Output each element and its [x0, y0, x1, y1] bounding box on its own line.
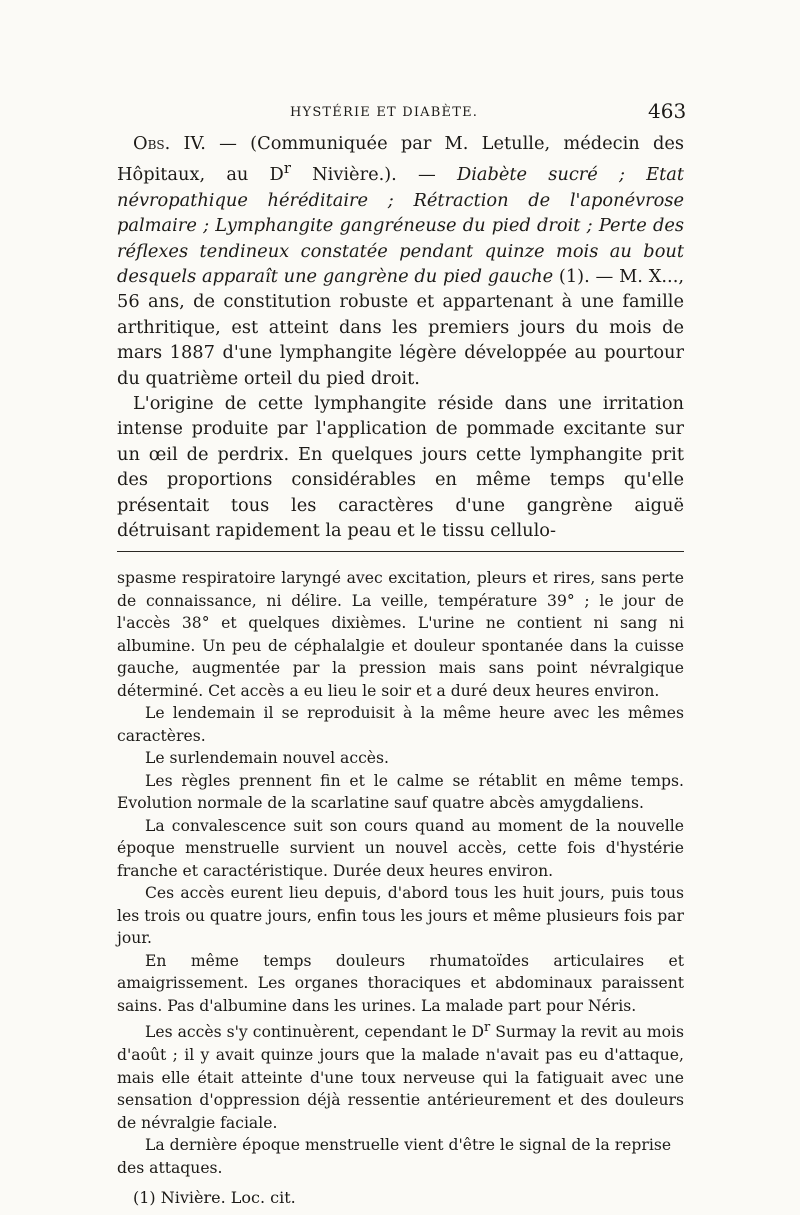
main-text — [117, 131, 684, 543]
continuation-paragraph-2: Le lendemain il se reproduisit à la même heure avec les mêmes caractères. — [117, 704, 684, 745]
continuation-paragraph-6: Ces accès eurent lieu depuis, d'abord tous les huit jours, puis tous les trois ou quatre jours, enfin tous les jours et même plusieurs fois par jour. — [117, 884, 684, 948]
continuation-paragraph-5: La convalescence suit son cours quand au moment de la nouvelle époque menstruelle survient un nouvel accès, cette fois d'hystérie franche et caractéristique. Durée deux heures environ. — [117, 816, 684, 880]
footnote: (1) Nivière. Loc. cit. — [133, 1188, 296, 1208]
continuation-paragraph-1: spasme respiratoire laryngé avec excitation, pleurs et rires, sans perte de connaissance, ni délire. La veille, température 39° ; le jour de l'accès 38° et quelques dixièmes. L'urine ne contient ni sang ni albumine. Un peu de céphalalgie et douleur spontanée dans la cuisse gauche, augmentée par la pression mais sans point névralgique déterminé. Cet accès a eu lieu le soir et a duré deux heures environ. — [117, 569, 684, 700]
continuation-paragraph-3: Le surlendemain nouvel accès. — [145, 749, 389, 768]
paragraph-8-start: Les accès s'y continuèrent, cependant le D — [145, 1023, 485, 1042]
continuation-text — [117, 567, 684, 1209]
running-head-title: HYSTÉRIE ET DIABÈTE. — [290, 105, 479, 120]
continuation-paragraph-9: La dernière époque menstruelle vient d'être le signal de la reprise des attaques. — [117, 1136, 672, 1177]
observation-lead: — (Communiquée par M. Letulle, médecin des Hôpitaux, au D — [117, 133, 684, 186]
separator-rule — [117, 551, 684, 552]
continuation-paragraph-4: Les règles prennent fin et le calme se rétablit en même temps. Evolution normale de la scarlatine sauf quatre abcès amygdaliens. — [117, 771, 684, 813]
observation-lead-end: Nivière.). — — [290, 164, 457, 186]
page-text — [117, 131, 684, 1210]
paragraph-8-rest: Surmay la revit au mois d'août ; il y avait quinze jours que la malade n'avait pas eu d'attaque, mais elle était atteinte d'une toux nerveuse qui la fatiguait avec une sensation d'oppression déjà ressentie antérieurement et des douleurs de névralgie faciale. — [117, 1023, 684, 1132]
paragraph-origin: L'origine de cette lymphangite réside dans une irritation intense produite par l'application de pommade excitante sur un œil de perdrix. En quelques jours cette lymphangite prit des proportions considérables en même temps qu'elle présentait tous les caractères d'une gangrène aiguë détruisant rapidement la peau et le tissu cellulo- — [117, 392, 684, 542]
observation-paragraph — [117, 131, 684, 391]
observation-summary: Diabète sucré ; Etat névropathique héréditaire ; Rétraction de l'aponévrose palmaire ; Lymphangite gangréneuse du pied droit ; Perte des réflexes tendineux constatée pendant quinze mois au bout desquels apparaît une gangrène du pied gauche — [117, 164, 684, 287]
observation-lead-sup: r — [283, 160, 291, 178]
continuation-paragraph-8 — [117, 1017, 684, 1134]
observation-label: Obs. IV. — [133, 133, 206, 154]
running-head — [0, 97, 800, 127]
footnote-reference: (1). — [553, 265, 590, 287]
continuation-paragraph-7: En même temps douleurs rhumatoïdes articulaires et amaigrissement. Les organes thoraciques et abdominaux paraissent sains. Pas d'albumine dans les urines. La malade part pour Néris. — [117, 951, 684, 1015]
paragraph-8-sup: r — [484, 1020, 491, 1036]
observation-text: — M. X..., 56 ans, de constitution robuste et appartenant à une famille arthritique, est atteint dans les premiers jours du mois de mars 1887 d'une lymphangite légère développée au pourtour du quatrième orteil du pied droit. — [117, 265, 685, 389]
page-number: 463 — [648, 99, 687, 123]
